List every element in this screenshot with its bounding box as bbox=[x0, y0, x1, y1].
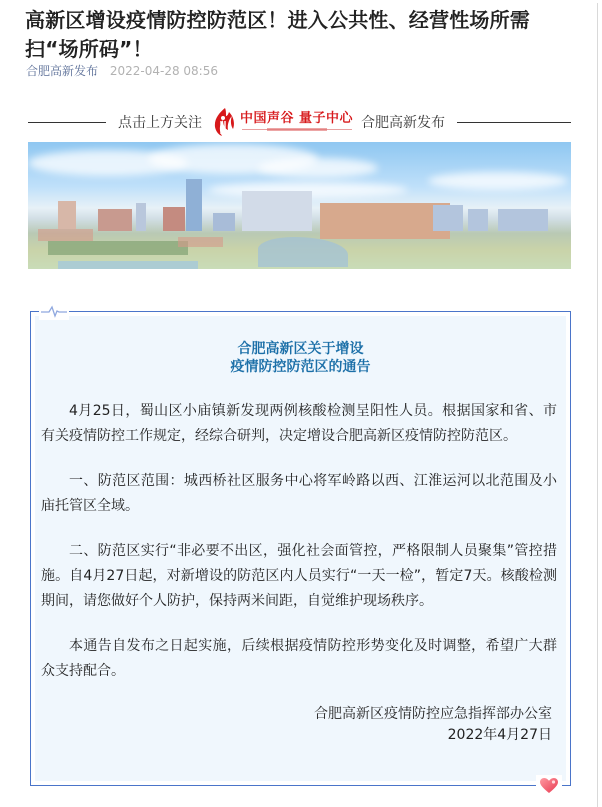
heart-icon bbox=[536, 775, 562, 795]
notice-box bbox=[30, 311, 571, 786]
notice-title-line2: 疫情防控防范区的通告 bbox=[230, 359, 371, 375]
account-name: 合肥高新发布 bbox=[361, 115, 446, 131]
brand-logo bbox=[210, 107, 353, 137]
notice-paragraph: 本通告自发布之日起实施，后续根据疫情防控形势变化及时调整，希望广大群众支持配合。 bbox=[41, 638, 557, 679]
notice-signature: 合肥高新区疫情防控应急指挥部办公室 bbox=[314, 706, 552, 722]
notice-paragraph: 二、防范区实行“非必要不出区，强化社会面管控，严格限制人员聚集”管控措施。自4月27日起，对新增设的防范区内人员实行“一天一检”，暂定7天。核酸检测期间，请您做好个人防护，保持两米间距，自觉维护现场秩序。 bbox=[41, 543, 557, 609]
article-meta bbox=[26, 63, 218, 79]
notice-date: 2022年4月27日 bbox=[447, 727, 552, 743]
notice-title-line1: 合肥高新区关于增设 bbox=[237, 341, 364, 357]
logo-underline bbox=[242, 129, 352, 133]
author-link[interactable]: 合肥高新发布 bbox=[26, 64, 99, 78]
notice-body bbox=[41, 399, 557, 704]
heartbeat-pulse-icon bbox=[39, 302, 69, 320]
follow-prompt: 点击上方关注 bbox=[118, 115, 202, 131]
notice-paragraph: 4月25日，蜀山区小庙镇新发现两例核酸检测呈阳性人员。根据国家和省、市有关疫情防控工作规定，经综合研判，决定增设合肥高新区疫情防控防范区。 bbox=[41, 403, 557, 444]
divider-line-left bbox=[28, 122, 106, 123]
notice-signature-block bbox=[314, 704, 552, 746]
article-title: 高新区增设疫情防控防范区！进入公共性、经营性场所需扫“场所码”！ bbox=[25, 8, 530, 61]
notice-paragraph: 一、防范区范围：城西桥社区服务中心将军岭路以西、江淮运河以北范围及小庙托管区全域。 bbox=[41, 473, 557, 514]
logo-text: 中国声谷 量子中心 bbox=[240, 111, 354, 126]
follow-bar bbox=[28, 104, 571, 140]
flame-logo-icon bbox=[210, 107, 236, 137]
notice-title bbox=[31, 340, 570, 376]
banner-image bbox=[28, 142, 571, 269]
page-edge-line bbox=[597, 3, 598, 807]
divider-line-right bbox=[457, 122, 571, 123]
publish-date: 2022-04-28 08:56 bbox=[109, 64, 218, 78]
